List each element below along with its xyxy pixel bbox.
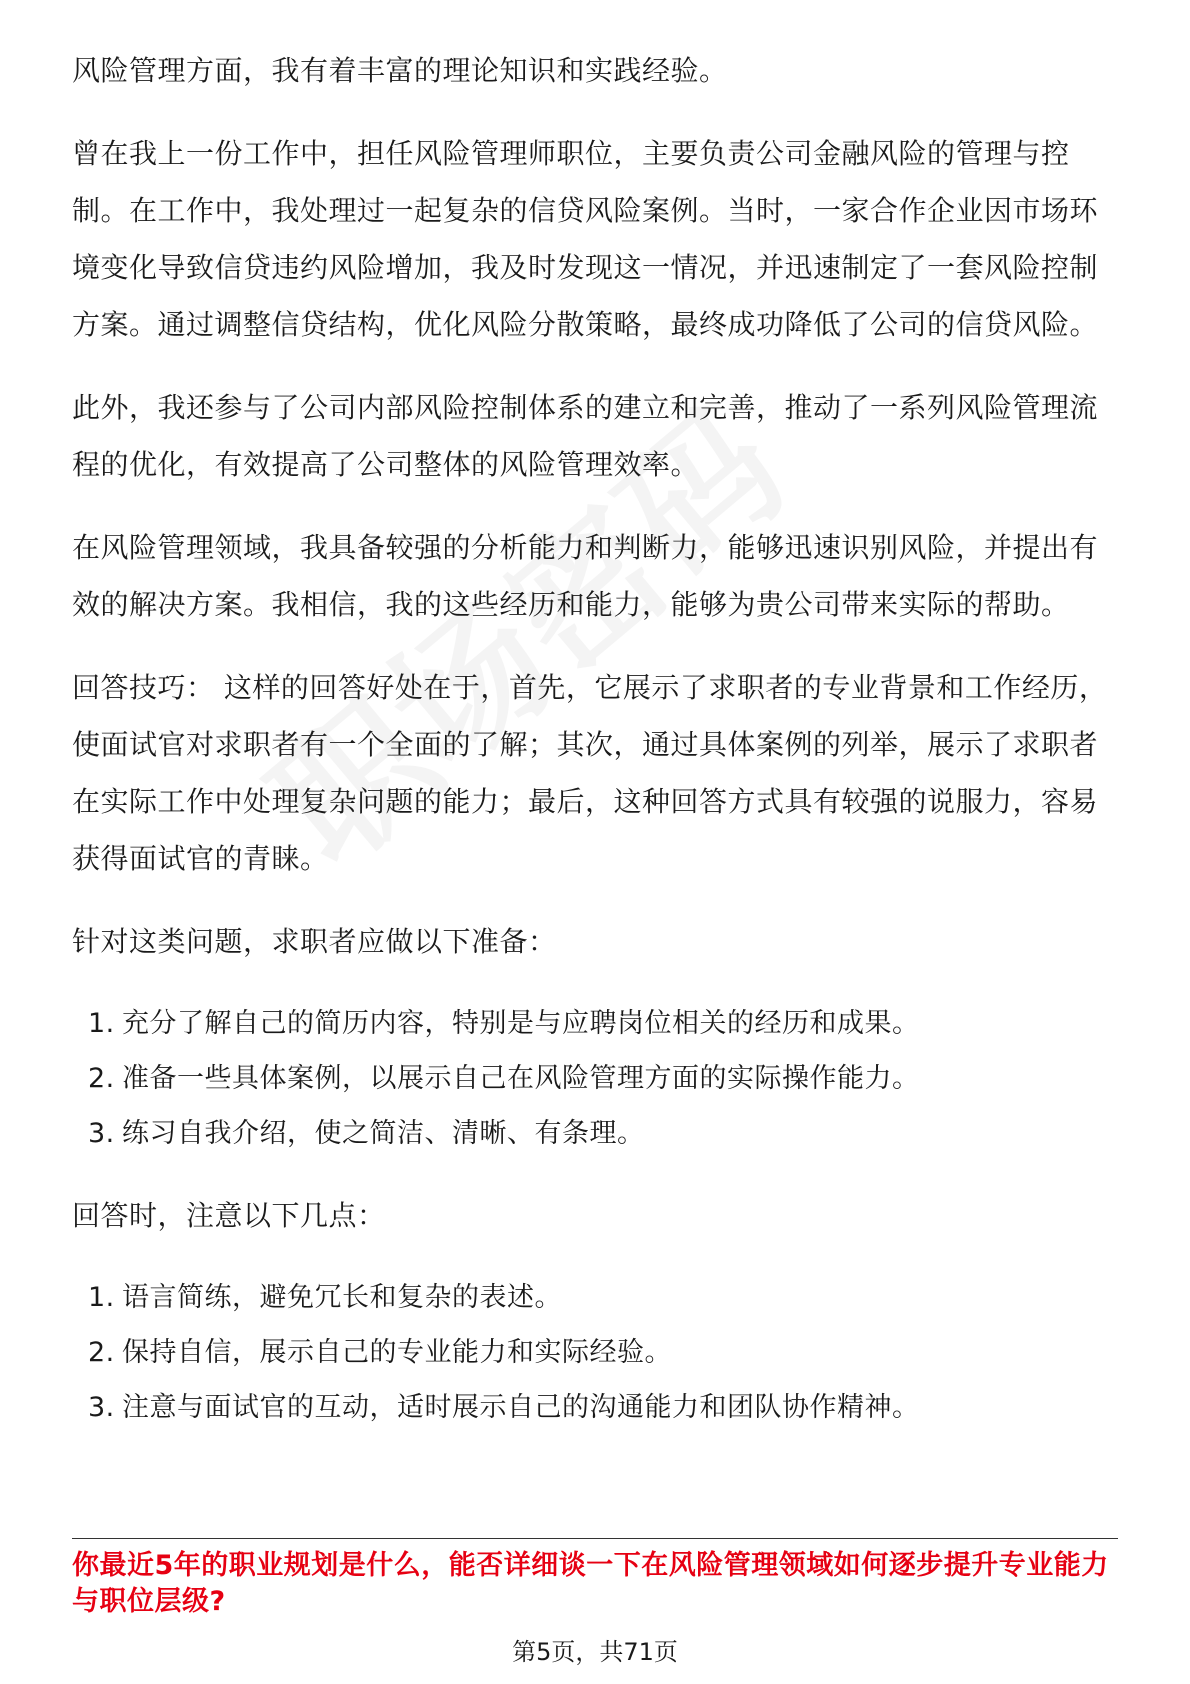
- list-item: [72, 996, 1118, 1051]
- list-item-text: 保持自信，展示自己的专业能力和实际经验。: [122, 1337, 672, 1368]
- paragraph-intro: 风险管理方面，我有着丰富的理论知识和实践经验。: [72, 54, 728, 87]
- list-item: [72, 1270, 1118, 1325]
- list-item: [72, 1325, 1118, 1380]
- list-item: [72, 1051, 1118, 1106]
- list-item-text: 充分了解自己的简历内容，特别是与应聘岗位相关的经历和成果。: [122, 1008, 920, 1039]
- paragraph-additional: 此外，我还参与了公司内部风险控制体系的建立和完善，推动了一系列风险管理流程的优化，有效提高了公司整体的风险管理效率。: [72, 391, 1099, 481]
- list-number: 1.: [88, 1008, 115, 1039]
- list-number: 3.: [88, 1118, 115, 1149]
- paragraph-abilities: 在风险管理领域，我具备较强的分析能力和判断力，能够迅速识别风险，并提出有效的解决方案。我相信，我的这些经历和能力，能够为贵公司带来实际的帮助。: [72, 531, 1099, 621]
- list-number: 1.: [88, 1282, 115, 1313]
- list-item-text: 注意与面试官的互动，适时展示自己的沟通能力和团队协作精神。: [122, 1392, 920, 1423]
- page-content: [72, 42, 1118, 1461]
- page-number: 第5页，共71页: [512, 1638, 678, 1666]
- notes-list: [72, 1270, 1118, 1435]
- next-question-heading: 你最近5年的职业规划是什么，能否详细谈一下在风险管理领域如何逐步提升专业能力与职位层级?: [72, 1550, 1109, 1617]
- list-item: [72, 1380, 1118, 1435]
- prep-intro: 针对这类问题，求职者应做以下准备：: [72, 925, 557, 958]
- paragraph-experience: 曾在我上一份工作中，担任风险管理师职位，主要负责公司金融风险的管理与控制。在工作中，我处理过一起复杂的信贷风险案例。当时，一家合作企业因市场环境变化导致信贷违约风险增加，我及时发现这一情况，并迅速制定了一套风险控制方案。通过调整信贷结构，优化风险分散策略，最终成功降低了公司的信贷风险。: [72, 137, 1099, 341]
- prep-list: [72, 996, 1118, 1161]
- divider: [72, 1538, 1118, 1539]
- list-item-text: 练习自我介绍，使之简洁、清晰、有条理。: [122, 1118, 645, 1149]
- list-item: [72, 1106, 1118, 1161]
- list-item-text: 语言简练，避免冗长和复杂的表述。: [122, 1282, 562, 1313]
- list-number: 3.: [88, 1392, 115, 1423]
- list-item-text: 准备一些具体案例，以展示自己在风险管理方面的实际操作能力。: [122, 1063, 920, 1094]
- list-number: 2.: [88, 1337, 115, 1368]
- notes-intro: 回答时，注意以下几点：: [72, 1199, 386, 1232]
- list-number: 2.: [88, 1063, 115, 1094]
- paragraph-tips: 回答技巧： 这样的回答好处在于，首先，它展示了求职者的专业背景和工作经历，使面试官对求职者有一个全面的了解；其次，通过具体案例的列举，展示了求职者在实际工作中处理复杂问题的能力；最后，这种回答方式具有较强的说服力，容易获得面试官的青睐。: [72, 671, 1108, 875]
